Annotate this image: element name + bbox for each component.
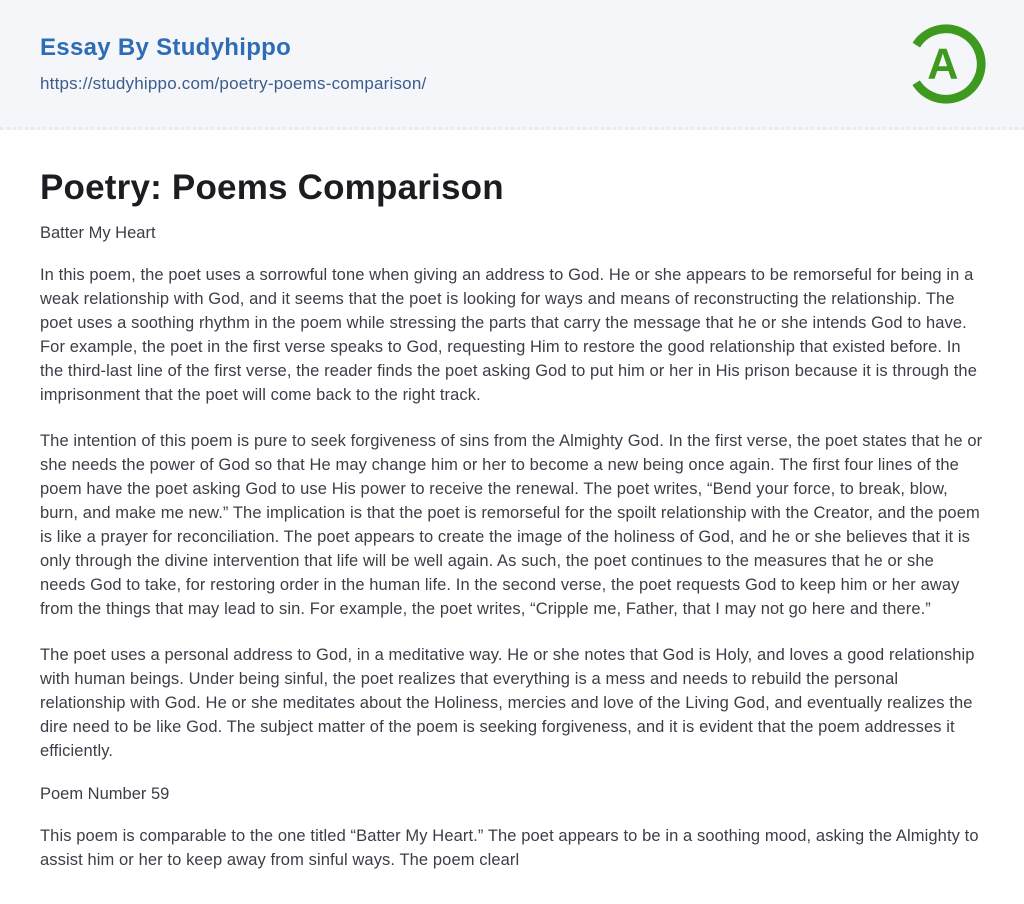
essay-byline: Essay By Studyhippo [40,33,292,61]
essay-paragraph-truncated: This poem is comparable to the one titled “Batter My Heart.” The poet appears to be in a soothing mood, asking the Almighty to assist him or her to keep away from sinful ways. The poem clearl [40,827,979,869]
source-url-link[interactable]: https://studyhippo.com/poetry-poems-comparison/ [40,73,427,93]
poem-subheading: Poem Number 59 [40,785,170,803]
header-banner [0,0,1024,130]
studyhippo-logo-icon [906,23,986,105]
essay-content [0,130,1024,872]
essay-paragraph: The intention of this poem is pure to seek forgiveness of sins from the Almighty God. In the first verse, the poet states that he or she needs the power of God so that He may change him or her to become a new being once again. The first four lines of the poem have the poet asking God to use His power to receive the renewal. The poet writes, “Bend your force, to break, blow, burn, and make me new.” The implication is that the poet is remorseful for the spoilt relationship with the Creator, and the poem is like a prayer for reconciliation. The poet appears to create the image of the holiness of God, and he or she believes that it is only through the divine intervention that life will be well again. As such, the poet continues to the measures that he or she needs God to take, for restoring order in the human life. In the second verse, the poet requests God to keep him or her away from the things that may lead to sin. For example, the poet writes, “Cripple me, Father, that I may not go here and there.” [40,432,983,618]
essay-paragraph: In this poem, the poet uses a sorrowful tone when giving an address to God. He or she appears to be remorseful for being in a weak relationship with God, and it seems that the poet is looking for ways and means of reconstructing the relationship. The poet uses a soothing rhythm in the poem while stressing the parts that carry the message that he or she intends God to have. For example, the poet in the first verse speaks to God, requesting Him to restore the good relationship that existed before. In the third-last line of the first verse, the reader finds the poet asking God to put him or her in His prison because it is through the imprisonment that the poet will come back to the right track. [40,266,977,404]
page-title: Poetry: Poems Comparison [40,168,504,207]
poem-subheading: Batter My Heart [40,224,156,242]
essay-paragraph: The poet uses a personal address to God, in a meditative way. He or she notes that God is Holy, and loves a good relationship with human beings. Under being sinful, the poet realizes that everything is a mess and needs to rebuild the personal relationship with God. He or she meditates about the Holiness, mercies and love of the Living God, and eventually realizes the dire need to be like God. The subject matter of the poem is seeking forgiveness, and it is evident that the poem addresses it efficiently. [40,646,975,760]
logo-letter-a: A [927,39,959,88]
header-text-block [40,34,426,94]
